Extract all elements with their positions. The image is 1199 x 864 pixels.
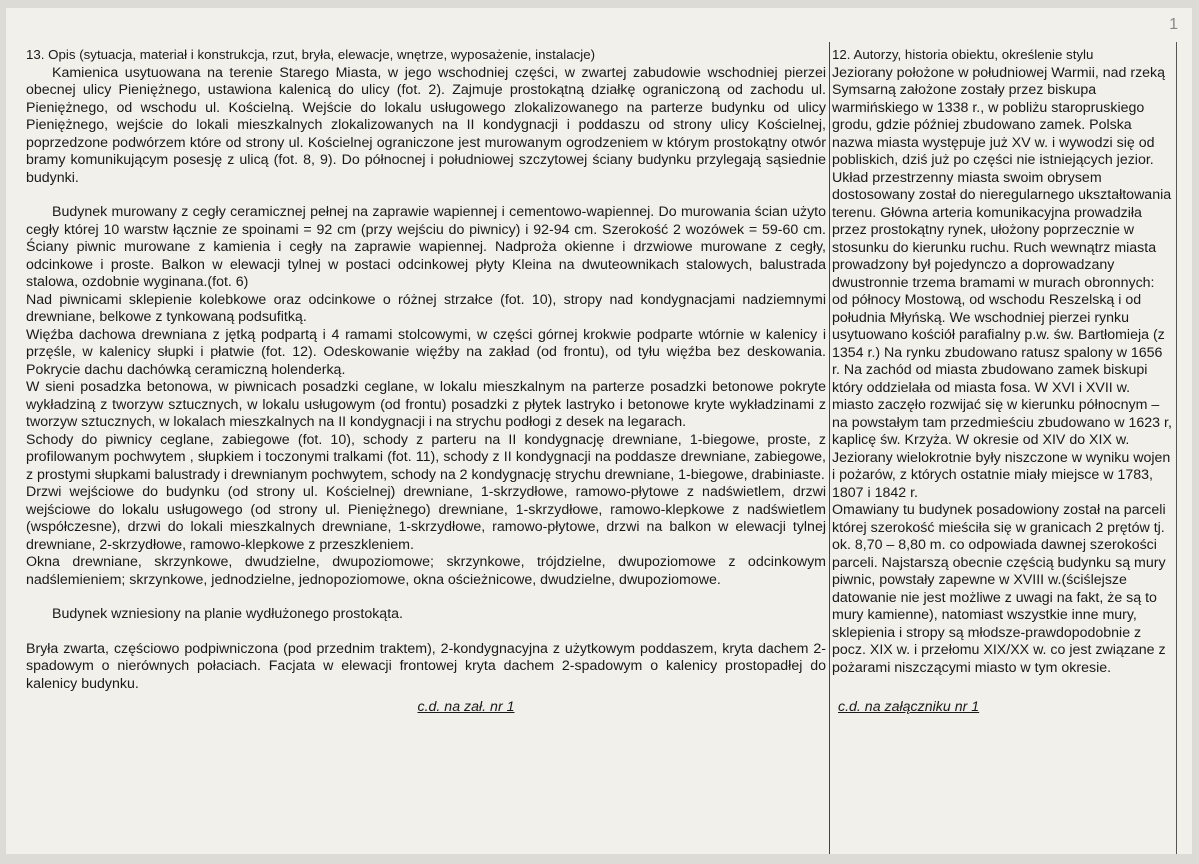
paragraph-massing: Bryła zwarta, częściowo podpiwniczona (pod przednim traktem), 2-kondygnacyjna z użytkowym poddaszem, kryta dachem 2-spadowym o nierównych połaciach. Facjata w elewacji frontowej kryta dachem 2-spadowym o kalenicy prostopadłej do kalenicy budynku. xyxy=(26,640,826,692)
continued-note-right: c.d. na załączniku nr 1 xyxy=(838,699,980,715)
paragraph-plan: Budynek wzniesiony na planie wydłużonego prostokąta. xyxy=(52,606,403,622)
paragraph-location: Kamienica usytuowana na terenie Starego Miasta, w jego wschodniej części, w zwartej zabudowie wschodniej pierzei obecnej ulicy Pieniężnego, ustawiona kalenicą do ulicy (fot. 2). Zajmuje prostokątną działkę ograniczoną od zachodu ul. Pieniężnego, od wschodu ul. Kościelną. Wejście do lokalu usługowego zlokalizowanego na parterze budynku od ulicy Pieniężnego, wejście do lokali mieszkalnych zlokalizowanych na II kondygnacji i poddaszu od strony ulicy Kościelnej, poprzedzone podwórzem które od strony ul. Kościelnej ograniczone jest murowanym ogrodzeniem w którym prostokątny otwór bramy komunikującym posesję z ulicą (fot. 8, 9). Do północnej i południowej szczytowej ściany budynku przylegają sąsiednie budynki. xyxy=(26,64,826,186)
right-border-line xyxy=(1176,42,1177,854)
paragraph-town-history: Jeziorany położone w południowej Warmii, nad rzeką Symsarną założone zostały przez biskupa warmińskiego w 1338 r., w pobliżu staropruskiego grodu, gdzie później zbudowano zamek. Polska nazwa miasta występuje już XV w. i wywodzi się od pobliskich, dziś już po części nie istniejących jezior. Układ przestrzenny miasta swoim obrysem dostosowany został do nieregularnego ukształtowania terenu. Główna arteria komunikacyjna prowadziła przez prostokątny rynek, ułożony poprzecznie w stosunku do kierunku ruchu. Ruch wewnątrz miasta prowadzony był pojedynczo a doprowadzany dwustronnie trzema bramami w murach obronnych: od północy Mostową, od wschodu Reszelską i od południa Młyńską. We wschodniej pierzei rynku usytuowano kościół parafialny p.w. św. Bartłomieja (z 1354 r.) Na rynku zbudowano ratusz spalony w 1656 r. Na zachód od miasta zbudowano zamek biskupi który oddzielała od miasta fosa. W XVI i XVII w. miasto zaczęło rozwijać się w kierunku północnym – na powstałym tam przedmieściu zbudowano w 1623 r, kaplicę św. Krzyża. W okresie od XIV do XIX w. Jeziorany wielokrotnie były niszczone w wyniku wojen i pożarów, z których ostatnie miały miejsce w 1783, 1807 i 1842 r. xyxy=(832,64,1172,501)
paragraph-doors: Drzwi wejściowe do budynku (od strony ul. Kościelnej) drewniane, 1-skrzydłowe, ramowo-płytowe z nadświetlem, drzwi wejściowe do lokalu usługowego (od strony ul. Pieniężnego) drewniane, 1-skrzydłowe, ramowo-klepkowe z nadświetlem (współczesne), drzwi do lokali mieszkalnych drewniane, 1-skrzydłowe, ramowo-płytowe, drzwi na balkon w elewacji tylnej drewniane, 2-skrzydłowe, ramowo-klepkowe z przeszkleniem. xyxy=(26,484,826,553)
paragraph-vaults: Nad piwnicami sklepienie kolebkowe oraz odcinkowe o różnej strzałce (fot. 10), stropy nad kondygnacjami nadziemnymi drewniane, belkowe z tynkowaną podsufitką. xyxy=(26,291,826,325)
continued-note-left: c.d. na zał. nr 1 xyxy=(417,699,515,715)
paragraph-floors: W sieni posadzka betonowa, w piwnicach posadzki ceglane, w lokalu mieszkalnym na parterze posadzki betonowe pokryte wykładziną z tworzyw sztucznych, w lokalu usługowym (od frontu) posadzki z płytek lastryko i betonowe kryte wykładzinami z tworzyw sztucznych, w lokalach mieszkalnych na II kondygnacji i na strychu podłogi z desek na legarach. xyxy=(26,379,826,430)
column-divider xyxy=(829,42,830,854)
history-column xyxy=(832,46,1172,717)
document-card xyxy=(6,8,1192,854)
paragraph-roof: Więźba dachowa drewniana z jętką podpartą i 4 ramami stolcowymi, w części górnej krokwie podparte wtórnie w kalenicy i przęśle, w kalenicy słupki i płatwie (fot. 12). Odeskowanie więźby na zakład (od frontu), od tyłu więźba bez deskowania. Pokrycie dachu dachówką ceramiczną holenderką. xyxy=(26,326,826,378)
paragraph-building-history: Omawiany tu budynek posadowiony został na parceli której szerokość mieściła się w granicach 2 prętów tj. ok. 8,70 – 8,80 m. co odpowiada dawnej szerokości parceli. Najstarszą obecnie częścią budynku są mury piwnic, powstały zapewne w XVIII w.(ściślejsze datowanie nie jest możliwe z uwagi na fakt, że są to mury kamienne), natomiast wszystkie inne mury, sklepienia i stropy są młodsze-prawdopodobnie z pocz. XIX w. i przełomu XIX/XX w. co jest związane z pożarami niszczącymi miasto w tym okresie. xyxy=(832,502,1166,676)
paragraph-construction: Budynek murowany z cegły ceramicznej pełnej na zaprawie wapiennej i cementowo-wapiennej. Do murowania ścian użyto cegły której 10 warstw łącznie ze spoinami = 92 cm (przy wejściu do piwnicy) i 92-94 cm. Szerokość 2 wozówek = 59-60 cm. Ściany piwnic murowane z kamienia i cegły na zaprawie wapiennej. Nadproża okienne i drzwiowe murowane z cegły, odcinkowe i proste. Balkon w elewacji tylnej w postaci odcinkowej płyty Kleina na dwuteownikach stalowych, balustrada stalowa, ozdobnie wyginana.(fot. 6) xyxy=(26,204,826,290)
page-number: 1 xyxy=(1169,16,1178,33)
paragraph-stairs: Schody do piwnicy ceglane, zabiegowe (fot. 10), schody z parteru na II kondygnację drewniane, 1-biegowe, proste, z profilowanym pochwytem , słupkiem i toczonymi tralkami (fot. 11), schody z II kondygnacji na poddasze drewniane, zabiegowe, z prostymi słupkami balustrady i drewnianym pochwytem, schody na 2 kondygnację strychu drewniane, 1-biegowe, drabiniaste. xyxy=(26,431,826,483)
description-column xyxy=(26,46,826,717)
paragraph-windows: Okna drewniane, skrzynkowe, dwudzielne, dwupoziomowe; skrzynkowe, trójdzielne, dwupoziomowe z odcinkowym nadślemieniem; skrzynkowe, jednodzielne, jednopoziomowe, okna ościeżnicowe, dwudzielne, dwupoziomowe. xyxy=(26,554,826,588)
history-heading: 12. Autorzy, historia obiektu, określenie stylu xyxy=(832,47,1094,62)
description-heading: 13. Opis (sytuacja, materiał i konstrukcja, rzut, bryła, elewacje, wnętrze, wyposażenie, instalacje) xyxy=(26,47,596,62)
